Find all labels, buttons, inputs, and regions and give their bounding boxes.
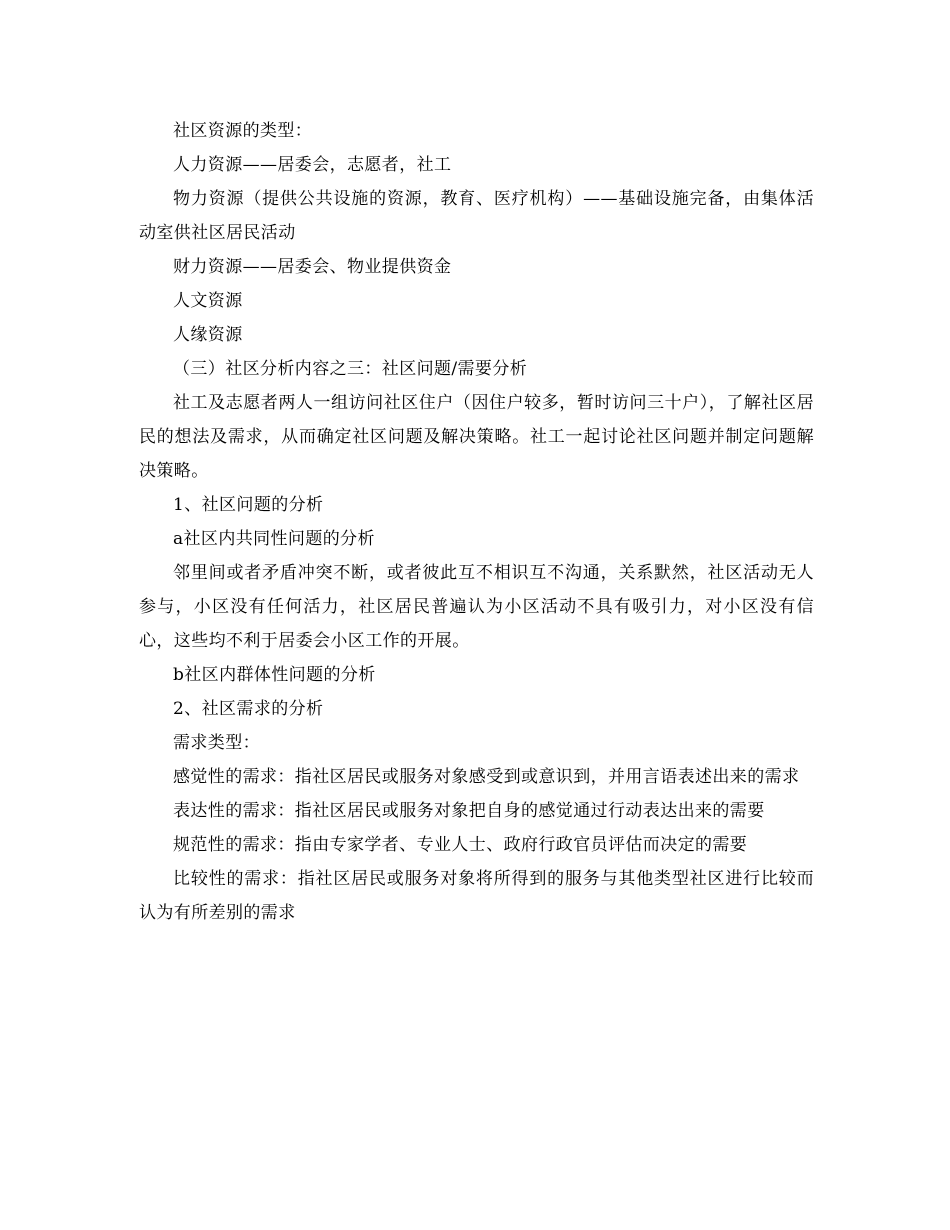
paragraph-common-problems: 邻里间或者矛盾冲突不断，或者彼此互不相识互不沟通，关系默然，社区活动无人参与，小区没有任何活力，社区居民普遍认为小区活动不具有吸引力，对小区没有信心，这些均不利于居委会小区工作的开展。 [139, 563, 814, 651]
paragraph-household-visits: 社工及志愿者两人一组访问社区住户（因住户较多，暂时访问三十户），了解社区居民的想法及需求，从而确定社区问题及解决策略。社工一起讨论社区问题并制定问题解决策略。 [139, 393, 814, 481]
paragraph-relationship-resources: 人缘资源 [173, 325, 243, 345]
paragraph-cultural-resources: 人文资源 [173, 291, 243, 311]
paragraph-material-resources: 物力资源（提供公共设施的资源，教育、医疗机构）——基础设施完备，由集体活动室供社区居民活动 [139, 189, 814, 243]
paragraph-resource-types-heading: 社区资源的类型： [173, 121, 313, 141]
subheading-needs-analysis: 2、社区需求的分析 [173, 699, 324, 719]
section-heading-problem-analysis: （三）社区分析内容之三：社区问题/需要分析 [173, 359, 528, 379]
paragraph-human-resources: 人力资源——居委会，志愿者，社工 [173, 155, 452, 175]
subheading-group-problems: b社区内群体性问题的分析 [173, 665, 376, 685]
paragraph-financial-resources: 财力资源——居委会、物业提供资金 [173, 257, 452, 277]
paragraph-normative-need: 规范性的需求：指由专家学者、专业人士、政府行政官员评估而决定的需要 [173, 835, 748, 855]
subheading-common-problems: a社区内共同性问题的分析 [173, 529, 375, 549]
paragraph-felt-need: 感觉性的需求：指社区居民或服务对象感受到或意识到，并用言语表述出来的需求 [173, 767, 800, 787]
paragraph-expressed-need: 表达性的需求：指社区居民或服务对象把自身的感觉通过行动表达出来的需要 [173, 801, 765, 821]
document-page [139, 114, 814, 930]
paragraph-comparative-need: 比较性的需求：指社区居民或服务对象将所得到的服务与其他类型社区进行比较而认为有所差别的需求 [139, 869, 814, 923]
subheading-problem-analysis: 1、社区问题的分析 [173, 495, 324, 515]
paragraph-need-types: 需求类型： [173, 733, 260, 753]
